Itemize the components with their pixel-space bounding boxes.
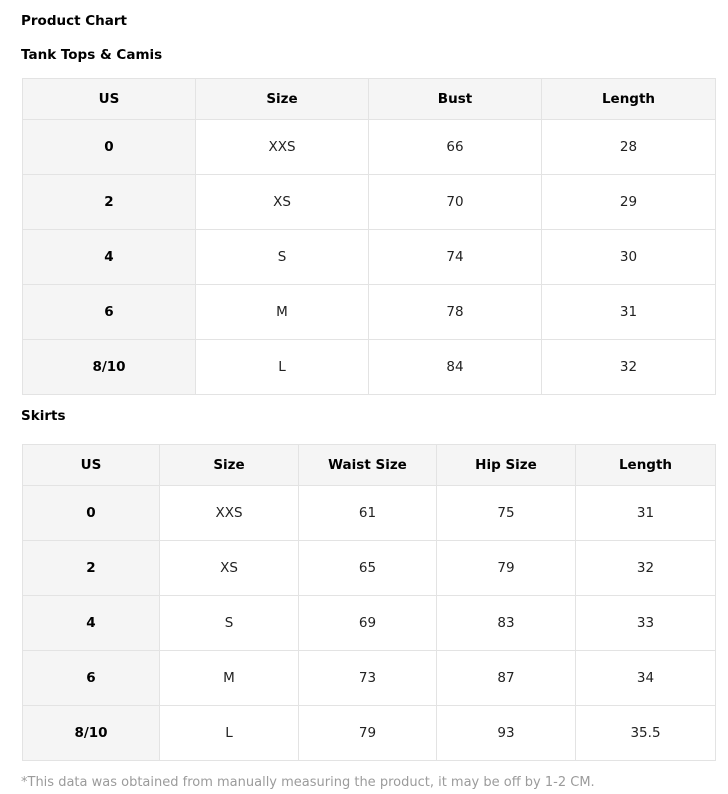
column-header-length: Length (542, 79, 716, 120)
us-size-cell: 8/10 (23, 340, 196, 395)
column-header-size: Size (160, 445, 299, 486)
table-row (23, 651, 716, 706)
length-cell: 33 (576, 596, 716, 651)
us-size-cell: 4 (23, 596, 160, 651)
table-row (23, 120, 716, 175)
table-row (23, 230, 716, 285)
bust-cell: 70 (369, 175, 542, 230)
waist-size-cell: 69 (299, 596, 437, 651)
us-size-cell: 6 (23, 285, 196, 340)
hip-size-cell: 79 (437, 541, 576, 596)
table-row (23, 706, 716, 761)
table-header-row (23, 79, 716, 120)
size-cell: XS (160, 541, 299, 596)
size-cell: XS (196, 175, 369, 230)
size-cell: L (160, 706, 299, 761)
length-cell: 31 (576, 486, 716, 541)
us-size-cell: 0 (23, 120, 196, 175)
hip-size-cell: 75 (437, 486, 576, 541)
page-title: Product Chart (21, 13, 127, 29)
measurement-disclaimer: *This data was obtained from manually measuring the product, it may be off by 1-2 CM. (21, 775, 595, 790)
length-cell: 35.5 (576, 706, 716, 761)
column-header-waist-size: Waist Size (299, 445, 437, 486)
length-cell: 29 (542, 175, 716, 230)
column-header-length: Length (576, 445, 716, 486)
length-cell: 31 (542, 285, 716, 340)
column-header-size: Size (196, 79, 369, 120)
table-row (23, 541, 716, 596)
size-cell: S (196, 230, 369, 285)
column-header-us: US (23, 79, 196, 120)
us-size-cell: 2 (23, 175, 196, 230)
us-size-cell: 8/10 (23, 706, 160, 761)
size-cell: XXS (196, 120, 369, 175)
tank-tops-section-title: Tank Tops & Camis (21, 47, 163, 63)
length-cell: 32 (576, 541, 716, 596)
table-header-row (23, 445, 716, 486)
waist-size-cell: 61 (299, 486, 437, 541)
table-row (23, 340, 716, 395)
bust-cell: 66 (369, 120, 542, 175)
waist-size-cell: 73 (299, 651, 437, 706)
length-cell: 32 (542, 340, 716, 395)
bust-cell: 74 (369, 230, 542, 285)
bust-cell: 84 (369, 340, 542, 395)
length-cell: 34 (576, 651, 716, 706)
table-row (23, 486, 716, 541)
skirts-size-table (22, 444, 716, 761)
size-cell: L (196, 340, 369, 395)
table-row (23, 285, 716, 340)
waist-size-cell: 65 (299, 541, 437, 596)
size-cell: M (196, 285, 369, 340)
us-size-cell: 0 (23, 486, 160, 541)
size-cell: S (160, 596, 299, 651)
hip-size-cell: 87 (437, 651, 576, 706)
size-cell: XXS (160, 486, 299, 541)
column-header-bust: Bust (369, 79, 542, 120)
us-size-cell: 2 (23, 541, 160, 596)
us-size-cell: 4 (23, 230, 196, 285)
waist-size-cell: 79 (299, 706, 437, 761)
column-header-us: US (23, 445, 160, 486)
table-row (23, 175, 716, 230)
size-cell: M (160, 651, 299, 706)
column-header-hip-size: Hip Size (437, 445, 576, 486)
us-size-cell: 6 (23, 651, 160, 706)
length-cell: 30 (542, 230, 716, 285)
skirts-section-title: Skirts (21, 408, 66, 424)
bust-cell: 78 (369, 285, 542, 340)
table-row (23, 596, 716, 651)
hip-size-cell: 83 (437, 596, 576, 651)
hip-size-cell: 93 (437, 706, 576, 761)
length-cell: 28 (542, 120, 716, 175)
tank-tops-size-table (22, 78, 716, 395)
